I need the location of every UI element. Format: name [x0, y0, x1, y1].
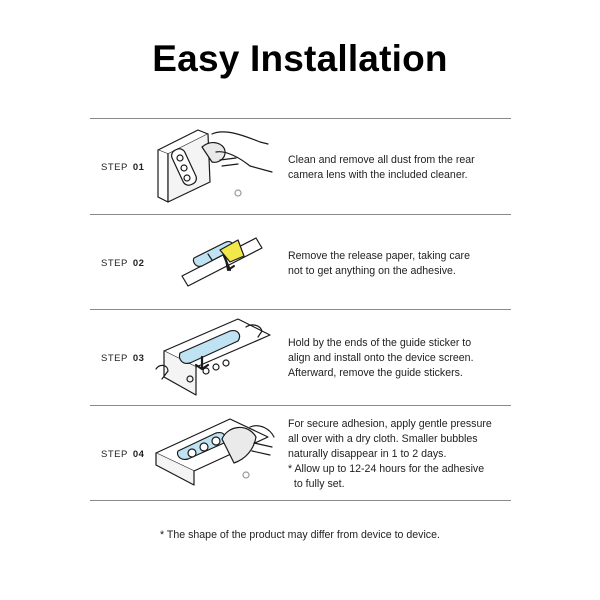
- step-label: [101, 120, 144, 215]
- step-01: [90, 120, 511, 215]
- description-line: align and install onto the device screen.: [288, 352, 474, 364]
- step-04-description: [288, 407, 508, 502]
- divider: [90, 500, 511, 501]
- description-line: For secure adhesion, apply gentle pressure: [288, 418, 492, 430]
- step-04: [90, 407, 511, 502]
- description-line: Afterward, remove the guide stickers.: [288, 367, 463, 379]
- step-03-description: [288, 311, 508, 406]
- step-01-illustration-clean-lens: [150, 122, 280, 213]
- description-line: camera lens with the included cleaner.: [288, 168, 468, 181]
- step-02-description: [288, 216, 508, 311]
- step-label: [101, 216, 144, 311]
- step-04-illustration-press-cloth: [150, 409, 280, 500]
- step-word: STEP: [101, 353, 128, 364]
- page-title: Easy Installation: [152, 38, 448, 79]
- step-word: STEP: [101, 258, 128, 269]
- step-02: [90, 216, 511, 311]
- divider: [90, 405, 511, 406]
- description-line: all over with a dry cloth. Smaller bubbles: [288, 433, 478, 445]
- step-03: [90, 311, 511, 406]
- description-line: not to get anything on the adhesive.: [288, 264, 456, 277]
- step-word: STEP: [101, 449, 128, 460]
- step-03-illustration-install-sticker: [150, 313, 280, 404]
- step-number: 04: [132, 449, 145, 460]
- divider: [90, 118, 511, 119]
- description-line: Remove the release paper, taking care: [288, 249, 470, 262]
- footnote: * The shape of the product may differ from device to device.: [160, 529, 440, 541]
- step-02-illustration-release-paper: [150, 218, 280, 309]
- description-line: naturally disappear in 1 to 2 days.: [288, 448, 447, 460]
- step-number: 01: [132, 162, 145, 173]
- divider: [90, 309, 511, 310]
- step-number: 02: [132, 258, 145, 269]
- description-line: * Allow up to 12-24 hours for the adhesive: [288, 463, 485, 475]
- description-line: Clean and remove all dust from the rear: [288, 153, 475, 166]
- description-line: Hold by the ends of the guide sticker to: [288, 337, 472, 349]
- step-word: STEP: [101, 162, 128, 173]
- step-number: 03: [132, 353, 145, 364]
- divider: [90, 214, 511, 215]
- step-01-description: [288, 120, 508, 215]
- step-label: [101, 311, 144, 406]
- description-line: to fully set.: [288, 478, 345, 490]
- step-label: [101, 407, 144, 502]
